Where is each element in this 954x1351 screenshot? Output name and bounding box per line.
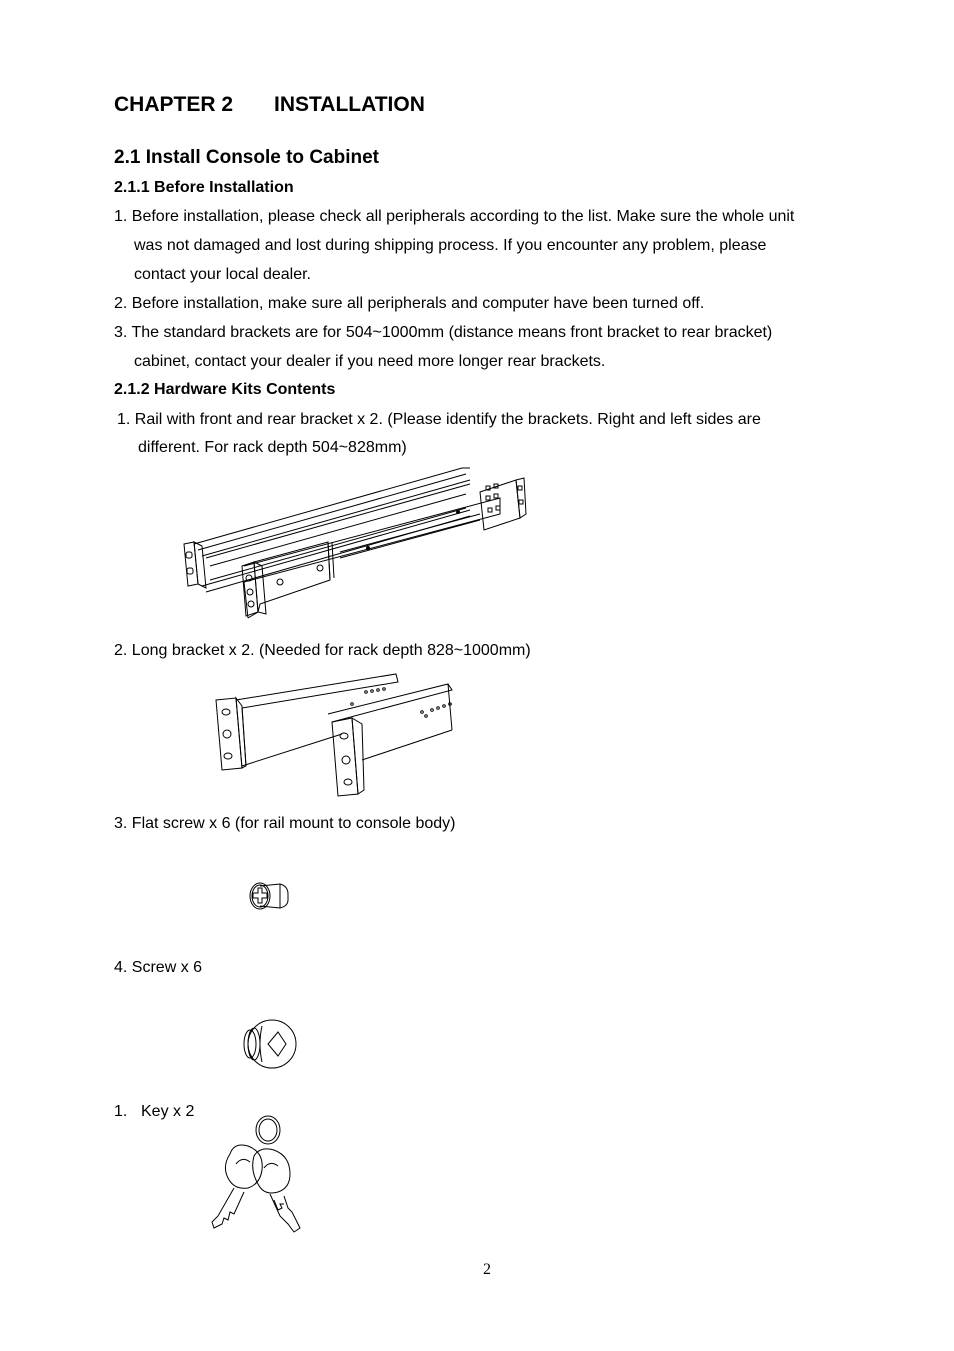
long-bracket-illustration xyxy=(212,670,462,806)
before-item-3-line-1: 3. The standard brackets are for 504~1000mm (distance means front bracket to rear bracket) xyxy=(114,324,773,341)
chapter-title: INSTALLATION xyxy=(274,93,425,116)
kit-item-5-label: Key x 2 xyxy=(141,1103,195,1120)
kit-item-5-number: 1. xyxy=(114,1103,128,1120)
kit-item-3: 3. Flat screw x 6 (for rail mount to console body) xyxy=(114,815,456,832)
screw-icon xyxy=(240,1016,298,1074)
chapter-number: CHAPTER 2 xyxy=(114,93,234,116)
rail-bracket-illustration xyxy=(180,462,528,630)
subsection-heading-hardware-kits: 2.1.2 Hardware Kits Contents xyxy=(114,381,336,398)
section-title: 2.1 Install Console to Cabinet xyxy=(114,147,379,168)
before-item-3-line-2: cabinet, contact your dealer if you need more longer rear brackets. xyxy=(134,353,606,370)
subsection-heading-before-installation: 2.1.1 Before Installation xyxy=(114,179,294,196)
kit-item-1-line-1: 1. Rail with front and rear bracket x 2. (Please identify the brackets. Right and left sides are xyxy=(117,411,761,428)
before-item-1-line-3: contact your local dealer. xyxy=(134,266,311,283)
before-item-2: 2. Before installation, make sure all peripherals and computer have been turned off. xyxy=(114,295,705,312)
kit-item-4: 4. Screw x 6 xyxy=(114,959,203,976)
kit-item-1-line-2: different. For rack depth 504~828mm) xyxy=(138,439,407,456)
page-number: 2 xyxy=(483,1261,491,1278)
before-item-1-line-1: 1. Before installation, please check all peripherals according to the list. Make sure the whole unit xyxy=(114,208,795,225)
before-item-1-line-2: was not damaged and lost during shipping process. If you encounter any problem, please xyxy=(134,237,767,254)
keys-icon xyxy=(204,1112,304,1238)
kit-item-2: 2. Long bracket x 2. (Needed for rack depth 828~1000mm) xyxy=(114,642,531,659)
flat-screw-icon xyxy=(246,878,294,914)
